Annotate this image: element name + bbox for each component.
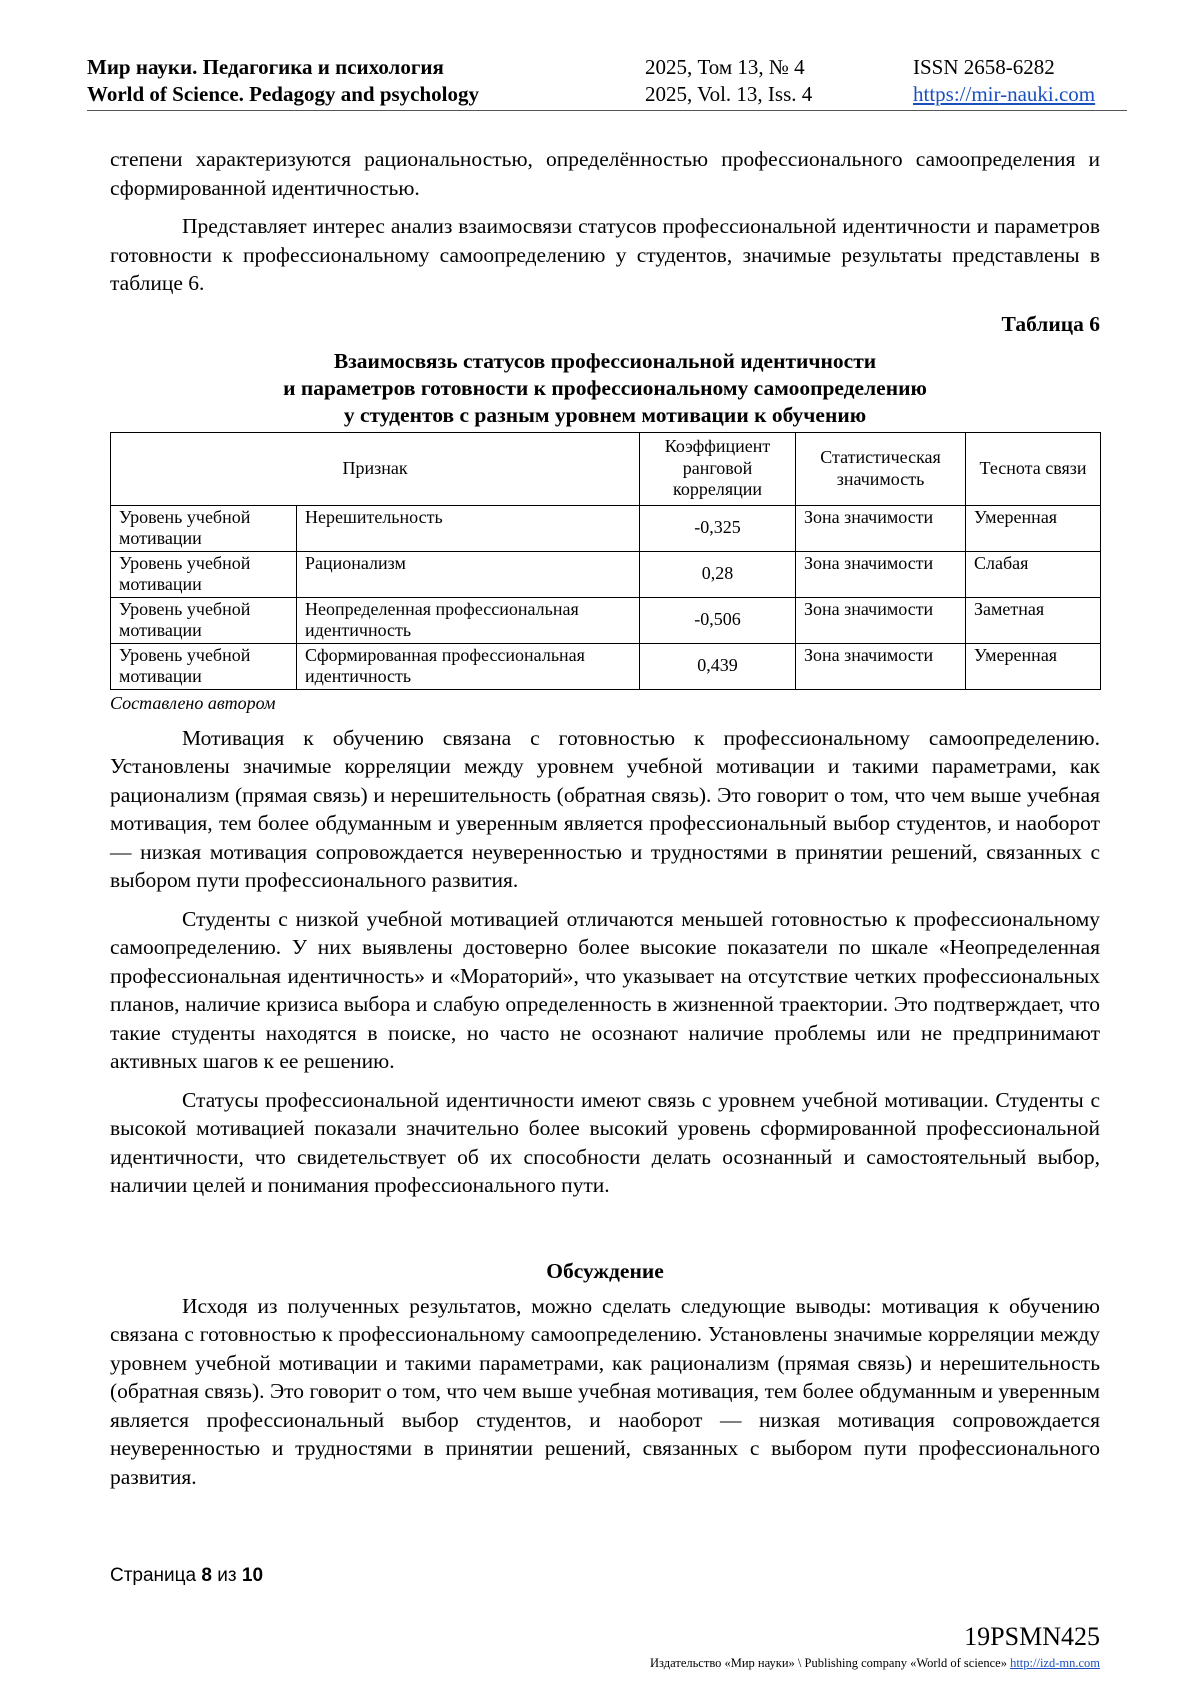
page-total: 10 [241, 1565, 264, 1586]
table-title [110, 348, 1100, 429]
cell-significance: Зона значимости [796, 505, 966, 551]
paragraph-3: Мотивация к обучению связана с готовностью к профессиональному самоопределению. Установлены значимые корреляции между уровнем учебной мотивации и такими параметрами, как рационализм (прямая связь) и нерешительность (обратная связь). Это говорит о том, что чем выше учебная мотивация, тем более обдуманным и уверенным является профессиональный выбор студентов, и наоборот — низкая мотивация сопровождается неуверенностью и трудностями в принятии решений, связанных с выбором пути профессионального развития. [110, 725, 1100, 892]
cell-feature-b: Рационализм [297, 551, 640, 597]
section-title-discussion: Обсуждение [546, 1258, 664, 1283]
journal-title-ru: Мир науки. Педагогика и психология [87, 55, 444, 79]
page-content [110, 145, 1100, 1501]
volume-en: 2025, Vol. 13, Iss. 4 [645, 82, 813, 106]
page-current: 8 [201, 1565, 212, 1586]
volume-info [645, 54, 812, 108]
table-row [111, 597, 1101, 643]
table-label: Таблица 6 [1001, 311, 1100, 336]
table-title-line-1: Взаимосвязь статусов профессиональной идентичности [333, 348, 877, 373]
cell-strength: Умеренная [966, 505, 1101, 551]
table-row [111, 643, 1101, 689]
publisher-link[interactable]: http://izd-mn.com [1010, 1656, 1100, 1670]
cell-coef: 0,439 [640, 643, 796, 689]
paragraph-5: Статусы профессиональной идентичности имеют связь с уровнем учебной мотивации. Студенты с высокой мотивацией показали значительно более высокий уровень сформированной профессиональной идентичности, что свидетельствует об их способности делать осознанный и самостоятельный выбор, наличии целей и понимания профессионального пути. [110, 1087, 1100, 1197]
table-title-line-2: и параметров готовности к профессиональному самоопределению [283, 375, 927, 400]
article-code: 19PSMN425 [964, 1622, 1100, 1651]
cell-coef: -0,506 [640, 597, 796, 643]
page-header [87, 54, 1127, 111]
table-row [111, 505, 1101, 551]
header-strength: Теснота связи [966, 432, 1101, 505]
table-source-note: Составлено автором [110, 692, 276, 713]
cell-significance: Зона значимости [796, 643, 966, 689]
cell-significance: Зона значимости [796, 551, 966, 597]
paragraph-1: степени характеризуются рациональностью, определённостью профессионального самоопределения и сформированной идентичностью. [110, 147, 1100, 200]
volume-ru: 2025, Том 13, № 4 [645, 55, 805, 79]
cell-significance: Зона значимости [796, 597, 966, 643]
table-row [111, 551, 1101, 597]
cell-strength: Заметная [966, 597, 1101, 643]
issn-block [913, 54, 1095, 108]
header-significance: Статистическая значимость [796, 432, 966, 505]
cell-feature-a: Уровень учебной мотивации [111, 597, 297, 643]
cell-coef: -0,325 [640, 505, 796, 551]
journal-url-link[interactable]: https://mir-nauki.com [913, 82, 1096, 106]
issn: ISSN 2658-6282 [913, 55, 1055, 79]
paragraph-4: Студенты с низкой учебной мотивацией отличаются меньшей готовностью к профессиональному самоопределению. У них выявлены достоверно более высокие показатели по шкале «Неопределенная профессиональная идентичность» и «Мораторий», что указывает на отсутствие четких профессиональных планов, наличие кризиса выбора и слабую определенность в жизненной траектории. Это подтверждает, что такие студенты находятся в поиске, но часто не осознают наличие проблемы или не предпринимают активных шагов к ее решению. [110, 906, 1100, 1073]
page-word: Страница [110, 1565, 197, 1586]
cell-feature-b: Сформированная профессиональная идентичность [297, 643, 640, 689]
cell-feature-b: Неопределенная профессиональная идентичность [297, 597, 640, 643]
paragraph-2: Представляет интерес анализ взаимосвязи статусов профессиональной идентичности и параметров готовности к профессиональному самоопределению у студентов, значимые результаты представлены в таблице 6. [110, 214, 1100, 295]
cell-strength: Слабая [966, 551, 1101, 597]
table-title-line-3: у студентов с разным уровнем мотивации к обучению [343, 402, 867, 427]
page-number [110, 1565, 263, 1587]
cell-feature-a: Уровень учебной мотивации [111, 551, 297, 597]
page-of: из [217, 1565, 237, 1586]
journal-title [87, 54, 479, 108]
journal-title-en: World of Science. Pedagogy and psychology [87, 82, 480, 106]
paragraph-6: Исходя из полученных результатов, можно сделать следующие выводы: мотивация к обучению связана с готовностью к профессиональному самоопределению. Установлены значимые корреляции между уровнем учебной мотивации и такими параметрами, как рационализм (прямая связь) и нерешительность (обратная связь). Это говорит о том, что чем выше учебная мотивация, тем более обдуманным и уверенным является профессиональный выбор студентов, и наоборот — низкая мотивация сопровождается неуверенностью и трудностями в принятии решений, связанных с выбором пути профессионального развития. [110, 1293, 1100, 1489]
correlation-table [110, 432, 1101, 690]
header-feature: Признак [111, 432, 640, 505]
cell-coef: 0,28 [640, 551, 796, 597]
header-coef: Коэффициент ранговой корреляции [640, 432, 796, 505]
cell-strength: Умеренная [966, 643, 1101, 689]
publisher-name: Издательство «Мир науки» \ Publishing company «World of science» [650, 1656, 1007, 1670]
cell-feature-b: Нерешительность [297, 505, 640, 551]
cell-feature-a: Уровень учебной мотивации [111, 643, 297, 689]
table-header-row [111, 432, 1101, 505]
publisher-line [650, 1656, 1100, 1671]
cell-feature-a: Уровень учебной мотивации [111, 505, 297, 551]
